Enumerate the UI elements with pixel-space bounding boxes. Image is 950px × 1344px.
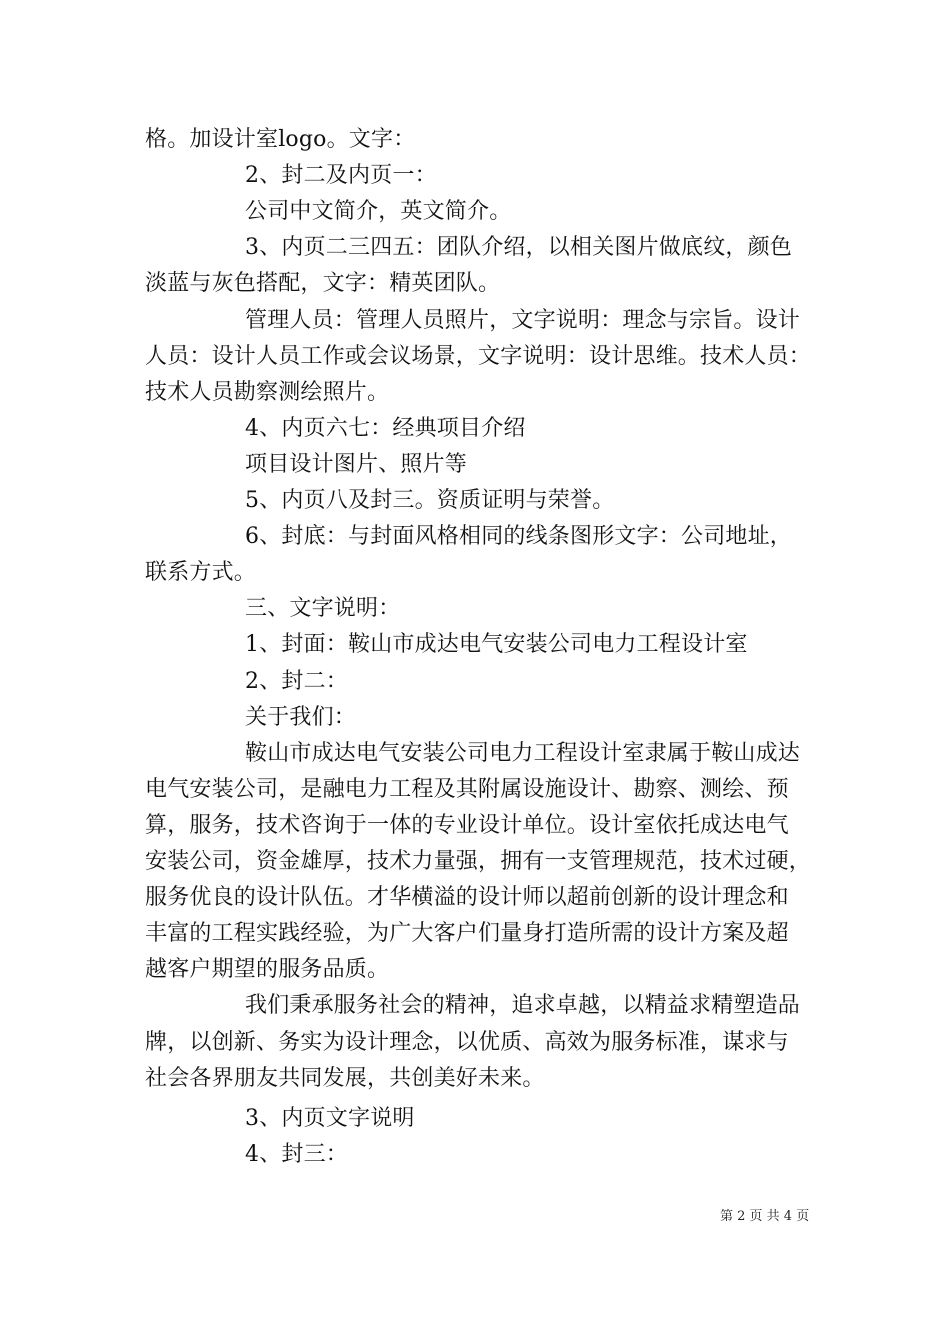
text-line: 4、内页六七：经典项目介绍 bbox=[245, 415, 526, 441]
text-line: 联系方式。 bbox=[145, 560, 257, 586]
text-line: 丰富的工程实践经验，为广大客户们量身打造所需的设计方案及超 bbox=[145, 921, 789, 947]
text-line: 鞍山市成达电气安装公司电力工程设计室隶属于鞍山成达 bbox=[245, 740, 801, 766]
text-line: 4、封三： bbox=[245, 1141, 348, 1167]
text-line: 格。加设计室logo。文字： bbox=[145, 127, 416, 152]
page-number-footer: 第 2 页 共 4 页 bbox=[720, 1209, 810, 1224]
text-line: 3、内页二三四五：团队介绍，以相关图片做底纹，颜色 bbox=[245, 235, 792, 261]
text-line: 算，服务，技术咨询于一体的专业设计单位。设计室依托成达电气 bbox=[145, 812, 789, 838]
text-line: 管理人员：管理人员照片，文字说明：理念与宗旨。设计 bbox=[245, 307, 801, 333]
text-line: 越客户期望的服务品质。 bbox=[145, 957, 390, 983]
text-line: 3、内页文字说明 bbox=[245, 1105, 415, 1131]
text-line: 6、封底：与封面风格相同的线条图形文字：公司地址， bbox=[245, 524, 792, 550]
text-line: 关于我们： bbox=[245, 704, 357, 730]
text-line: 牌，以创新、务实为设计理念，以优质、高效为服务标准，谋求与 bbox=[145, 1029, 789, 1055]
text-line: 2、封二： bbox=[245, 668, 348, 694]
text-line: 服务优良的设计队伍。才华横溢的设计师以超前创新的设计理念和 bbox=[145, 885, 789, 911]
text-line: 1、封面：鞍山市成达电气安装公司电力工程设计室 bbox=[245, 632, 748, 658]
text-line: 公司中文简介，英文简介。 bbox=[245, 199, 512, 225]
text-line: 人员：设计人员工作或会议场景，文字说明：设计思维。技术人员： bbox=[145, 343, 812, 369]
text-line: 淡蓝与灰色搭配，文字：精英团队。 bbox=[145, 271, 501, 297]
text-line: 技术人员勘察测绘照片。 bbox=[145, 379, 390, 405]
text-line: 社会各界朋友共同发展，共创美好未来。 bbox=[145, 1065, 545, 1091]
text-line: 安装公司，资金雄厚，技术力量强，拥有一支管理规范，技术过硬， bbox=[145, 849, 812, 874]
text-line: 5、内页八及封三。资质证明与荣誉。 bbox=[245, 488, 615, 513]
text-line: 2、封二及内页一： bbox=[245, 163, 437, 189]
text-line: 电气安装公司，是融电力工程及其附属设施设计、勘察、测绘、预 bbox=[145, 776, 789, 802]
text-line: 三、文字说明： bbox=[245, 596, 401, 622]
text-line: 我们秉承服务社会的精神，追求卓越，以精益求精塑造品 bbox=[245, 993, 801, 1019]
text-line: 项目设计图片、照片等 bbox=[245, 451, 468, 477]
